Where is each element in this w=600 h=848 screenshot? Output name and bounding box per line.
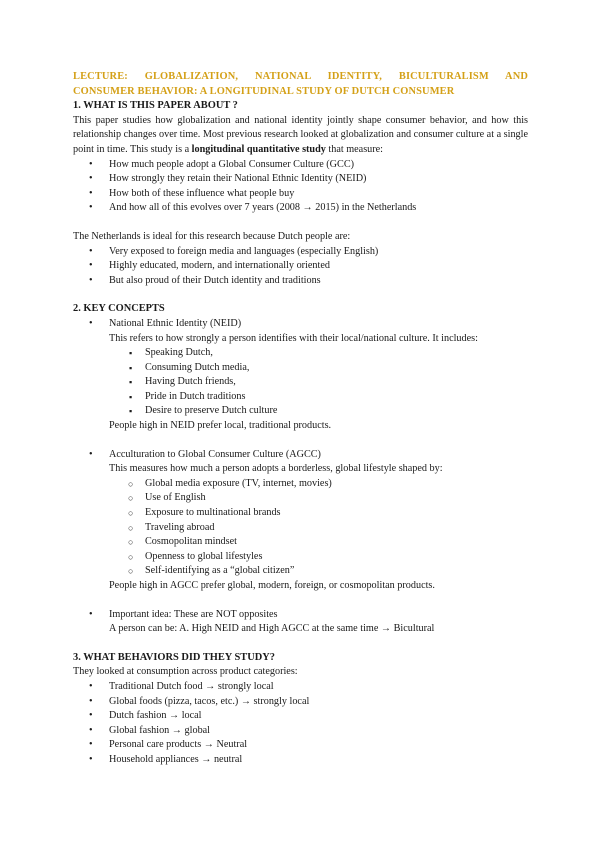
list-item: ▪ Speaking Dutch, <box>73 346 528 361</box>
agcc-summary: People high in AGCC prefer global, modern, foreign, or cosmopolitan products. <box>109 580 435 591</box>
important-idea-label: • Important idea: These are NOT opposites <box>73 608 528 623</box>
intro-text: This paper studies how globalization and national identity jointly shape consumer behavior, and how this relationship changes over time. Most previous research looked at globalization and consumer culture at a single point in time. This study is a <box>73 114 528 155</box>
list-item: ▪ Consuming Dutch media, <box>73 361 528 376</box>
list-item: • Global fashion → global <box>73 724 528 739</box>
list-item: • Global foods (pizza, tacos, etc.) → strongly local <box>73 695 528 710</box>
intro-bold-text: longitudinal quantitative study <box>191 143 326 155</box>
netherlands-bullet-list <box>73 245 528 289</box>
list-item: ○ Cosmopolitan mindset <box>73 535 528 550</box>
list-item: • Personal care products → Neutral <box>73 738 528 753</box>
netherlands-intro: The Netherlands is ideal for this research because Dutch people are: <box>73 230 351 242</box>
list-item: • Traditional Dutch food → strongly local <box>73 680 528 695</box>
section-1-intro <box>73 114 528 158</box>
section-3-intro: They looked at consumption across product categories: <box>73 666 298 678</box>
list-item: • Highly educated, modern, and internationally oriented <box>73 259 528 274</box>
list-item: ○ Traveling abroad <box>73 521 528 536</box>
list-item: ○ Openness to global lifestyles <box>73 550 528 565</box>
title-line-1: LECTURE: GLOBALIZATION, NATIONAL IDENTITY, BICULTURALISM AND <box>73 71 528 82</box>
list-item: • But also proud of their Dutch identity and traditions <box>73 274 528 289</box>
list-item: ○ Self-identifying as a “global citizen” <box>73 564 528 579</box>
list-item: • How strongly they retain their National Ethnic Identity (NEID) <box>73 172 528 187</box>
list-item: ▪ Pride in Dutch traditions <box>73 390 528 405</box>
list-item: ▪ Desire to preserve Dutch culture <box>73 404 528 419</box>
section-2-heading: 2. KEY CONCEPTS <box>73 303 165 315</box>
neid-concept-label: • National Ethnic Identity (NEID) <box>73 317 528 332</box>
list-item: • And how all of this evolves over 7 years (2008 → 2015) in the Netherlands <box>73 201 528 216</box>
list-item: • Household appliances → neutral <box>73 753 528 768</box>
agcc-description: This measures how much a person adopts a borderless, global lifestyle shaped by: <box>109 463 443 475</box>
agcc-concept-label: • Acculturation to Global Consumer Culture (AGCC) <box>73 448 528 463</box>
title-line-2: CONSUMER BEHAVIOR: A LONGITUDINAL STUDY OF DUTCH CONSUMER <box>73 85 455 97</box>
section-1-heading: 1. WHAT IS THIS PAPER ABOUT ? <box>73 100 238 112</box>
important-idea-text: A person can be: A. High NEID and High AGCC at the same time → Bicultural <box>109 623 435 635</box>
list-item: ▪ Having Dutch friends, <box>73 375 528 390</box>
section-1-bullet-list <box>73 158 528 216</box>
section-3-bullet-list <box>73 680 528 768</box>
intro-text-end: that measure: <box>325 143 383 155</box>
list-item: • Very exposed to foreign media and languages (especially English) <box>73 245 528 260</box>
list-item: ○ Global media exposure (TV, internet, movies) <box>73 477 528 492</box>
neid-summary: People high in NEID prefer local, traditional products. <box>109 420 332 432</box>
list-item: • How much people adopt a Global Consumer Culture (GCC) <box>73 158 528 173</box>
list-item: ○ Use of English <box>73 491 528 506</box>
section-3-heading: 3. WHAT BEHAVIORS DID THEY STUDY? <box>73 651 275 663</box>
agcc-item-list <box>73 477 528 579</box>
list-item: • How both of these influence what people buy <box>73 187 528 202</box>
neid-item-list <box>73 346 528 419</box>
list-item: • Dutch fashion → local <box>73 709 528 724</box>
list-item: ○ Exposure to multinational brands <box>73 506 528 521</box>
document-body <box>73 70 528 768</box>
lecture-title <box>73 70 528 99</box>
neid-description: This refers to how strongly a person identifies with their local/national culture. It includes: <box>109 332 478 344</box>
